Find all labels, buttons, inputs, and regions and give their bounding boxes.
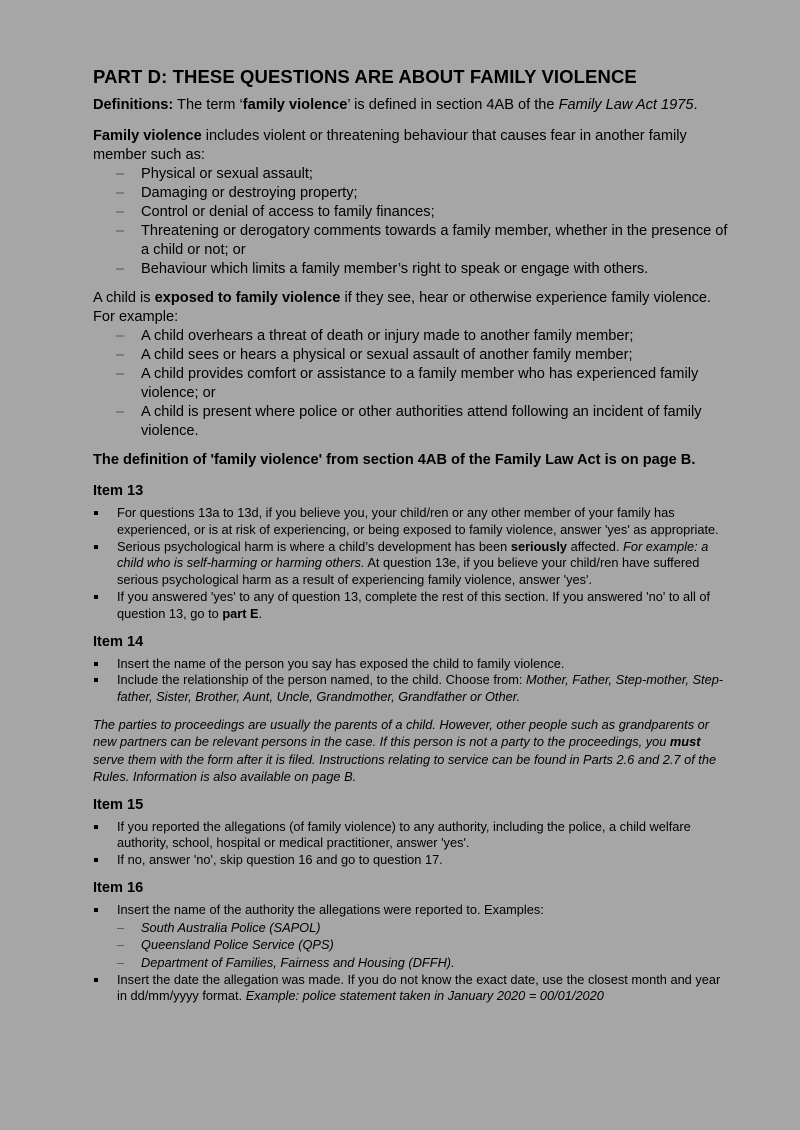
definition-reference: The definition of 'family violence' from section 4AB of the Family Law Act is on page B. — [93, 452, 696, 468]
item-13-heading: Item 13 — [93, 483, 144, 499]
list-item: Insert the date the allegation was made. If you do not know the exact date, use the closest month and year in dd/mm/yyyy format. Example: police statement taken in January 2020 = 00/01/2020 — [117, 972, 728, 1006]
definitions-label: Definitions: — [93, 97, 174, 113]
item-15-list — [93, 819, 728, 869]
act-name: Family Law Act 1975 — [558, 97, 694, 113]
family-violence-intro: Family violence includes violent or threatening behaviour that causes fear in another family member such as: — [93, 128, 687, 163]
item-14-heading: Item 14 — [93, 633, 144, 650]
list-item: For questions 13a to 13d, if you believe you, your child/ren or any other member of your family has experienced, or is at risk of experiencing, or being exposed to family violence, answer 'yes' as appropriate. — [117, 505, 728, 539]
list-item: Insert the name of the authority the allegations were reported to. Examples: – South Australia Police (SAPOL) – Queensland Police Service (QPS) – Department of Families, Fairness and Housing (DFFH). — [117, 902, 728, 972]
item-15-heading: Item 15 — [93, 796, 144, 813]
example-item: – Department of Families, Fairness and Housing (DFFH). — [141, 954, 728, 972]
family-violence-list — [93, 165, 728, 279]
item-14-note: The parties to proceedings are usually the parents of a child. However, other people such as grandparents or new partners can be relevant persons in the case. If this person is not a party to the proceedings, you must serve them with the form after it is filed. Instructions relating to service can be found in Parts 2.6 and 2.7 of the Rules. Information is also available on page B. — [93, 716, 717, 785]
item-16-list — [93, 902, 728, 1005]
list-item: – A child is present where police or other authorities attend following an incident of family violence. — [141, 403, 728, 441]
example-item: – Queensland Police Service (QPS) — [141, 936, 728, 954]
exposed-intro: A child is exposed to family violence if they see, hear or otherwise experience family violence. For example: — [93, 290, 712, 325]
list-item: – Damaging or destroying property; — [141, 184, 728, 203]
exposed-list — [93, 327, 728, 441]
list-item: If you answered 'yes' to any of question 13, complete the rest of this section. If you answered 'no' to all of question 13, go to part E. — [117, 589, 728, 623]
list-item: – A child overhears a threat of death or injury made to another family member; — [141, 327, 728, 346]
definitions-term: family violence — [242, 97, 348, 113]
list-item: – Control or denial of access to family finances; — [141, 203, 728, 222]
item-13-list — [93, 505, 728, 623]
list-item: If no, answer 'no', skip question 16 and go to question 17. — [117, 852, 728, 869]
list-item: Include the relationship of the person named, to the child. Choose from: Mother, Father, Step-mother, Step-father, Sister, Brother, Aunt, Uncle, Grandmother, Grandfather or Other. — [117, 672, 728, 706]
list-item: – A child sees or hears a physical or sexual assault of another family member; — [141, 346, 728, 365]
list-item: Insert the name of the person you say has exposed the child to family violence. — [117, 656, 728, 673]
item-16-heading: Item 16 — [93, 879, 144, 896]
authority-examples — [117, 919, 728, 972]
list-item: – Threatening or derogatory comments towards a family member, whether in the presence of a child or not; or — [141, 222, 728, 260]
list-item: If you reported the allegations (of family violence) to any authority, including the police, a child welfare authority, school, hospital or medical practitioner, answer 'yes'. — [117, 819, 728, 853]
item-14-list — [93, 656, 728, 706]
definitions-paragraph: Definitions: The term ‘family violence’ is defined in section 4AB of the Family Law Act 1975. — [93, 97, 698, 113]
page-title: PART D: THESE QUESTIONS ARE ABOUT FAMILY VIOLENCE — [93, 66, 637, 87]
list-item: – Behaviour which limits a family member’s right to speak or engage with others. — [141, 260, 728, 279]
list-item: – Physical or sexual assault; — [141, 165, 728, 184]
list-item: – A child provides comfort or assistance to a family member who has experienced family violence; or — [141, 365, 728, 403]
list-item: Serious psychological harm is where a child’s development has been seriously affected. For example: a child who is self-harming or harming others. At question 13e, if you believe your child/ren have suffered serious psychological harm as a result of experiencing family violence, answer 'yes'. — [117, 539, 728, 589]
example-item: – South Australia Police (SAPOL) — [141, 919, 728, 937]
